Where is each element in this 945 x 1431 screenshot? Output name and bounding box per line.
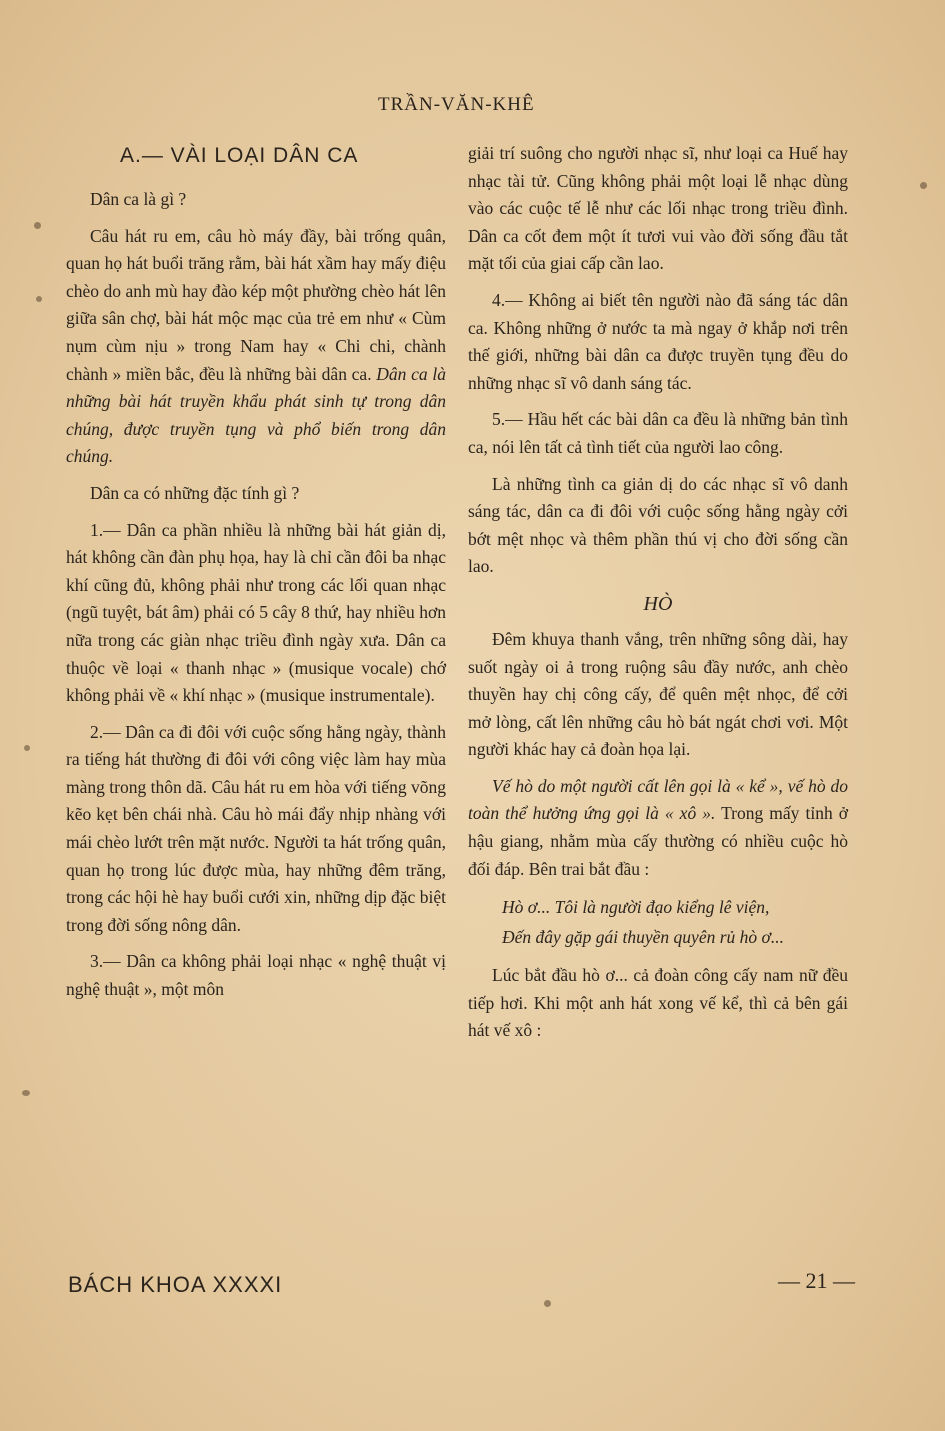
section-title: A.— VÀI LOẠI DÂN CA xyxy=(120,144,359,167)
subheading-ho: HÒ xyxy=(643,592,673,615)
running-head: TRẦN-VĂN-KHÊ xyxy=(378,94,535,115)
paper-speck xyxy=(920,182,927,189)
question-what-is-folk-song: Dân ca là gì ? xyxy=(90,189,187,209)
paper-speck xyxy=(36,296,42,302)
verse-block xyxy=(502,892,848,952)
verse-line-2: Đến đây gặp gái thuyền quyên rủ hò ơ... xyxy=(502,927,784,948)
characteristic-3-continued: giải trí suông cho người nhạc sĩ, như loại ca Huế hay nhạc tài tử. Cũng không phải một loại lễ nhạc dùng vào các cuộc tế lễ như các lối nhạc trong triều đình. Dân ca cốt đem một ít tươi vui vào đời sống đầu tắt mặt tối của giai cấp cần lao. xyxy=(468,143,848,274)
characteristic-3-start: 3.— Dân ca không phải loại nhạc « nghệ thuật vị nghệ thuật », một môn xyxy=(66,951,446,1000)
characteristic-1: 1.— Dân ca phần nhiều là những bài hát giản dị, hát không cần đàn phụ họa, hay là chỉ cần đôi ba nhạc khí cũng đủ, không phải như trong các lối quan nhạc (ngũ tuyệt, bát âm) phải có 5 cây 8 thứ, hay nhiều hơn nữa trong các giàn nhạc triều đình ngày xưa. Dân ca thuộc về loại « thanh nhạc » (musique vocale) chớ không phải về « khí nhạc » (musique instrumentale). xyxy=(66,519,446,706)
paper-speck xyxy=(24,745,30,751)
page-number: — 21 — xyxy=(778,1268,855,1293)
ho-paragraph-2-plain: Trong mấy tỉnh ở hậu giang, nhằm mùa cấy thường có nhiều cuộc hò đối đáp. Bên trai bắt đầu : xyxy=(468,803,848,879)
ho-paragraph-1: Đêm khuya thanh vắng, trên những sông dài, hay suốt ngày oi ả trong ruộng sâu đầy nước, anh chèo thuyền hay chị công cấy, để quên mệt nhọc, để cởi mở lòng, cất lên những câu hò bát ngát chơi vơi. Một người khác hay cả đoàn họa lại. xyxy=(468,628,848,760)
paper-speck xyxy=(34,222,41,229)
question-characteristics: Dân ca có những đặc tính gì ? xyxy=(90,482,300,503)
definition-italic-text: Dân ca là những bài hát truyền khẩu phát sinh tự trong dân chúng, được truyền tụng và phổ biến trong dân chúng. xyxy=(66,363,446,467)
paragraph-definition xyxy=(66,223,446,471)
ho-paragraph-3: Lúc bắt đầu hò ơ... cả đoàn công cấy nam nữ đều tiếp hơi. Khi một anh hát xong vế kể, thì cả bên gái hát vế xô : xyxy=(468,965,848,1041)
characteristic-5: 5.— Hầu hết các bài dân ca đều là những bản tình ca, nói lên tất cả tình tiết của người lao công. xyxy=(468,409,848,457)
summary-paragraph: Là những tình ca giản dị do các nhạc sĩ vô danh sáng tác, dân ca đi đôi với cuộc sống hằng ngày cởi bớt mệt nhọc và thêm phần thú vị cho đời sống cần lao. xyxy=(468,473,848,577)
right-column xyxy=(468,140,848,1054)
magazine-footer-title: BÁCH KHOA XXXXI xyxy=(68,1272,283,1297)
verse-line-1: Hò ơ... Tôi là người đạo kiểng lê viện, xyxy=(502,897,770,918)
left-column xyxy=(66,140,446,1013)
characteristic-4: 4.— Không ai biết tên người nào đã sáng tác dân ca. Không những ở nước ta mà ngay ở khắp nơi trên thế giới, những bài dân ca được truyền tụng đều do những nhạc sĩ vô danh sáng tác. xyxy=(468,289,848,393)
definition-plain-text: Câu hát ru em, câu hò máy đầy, bài trống quân, quan họ hát buổi trăng rằm, bài hát xầm hay mấy điệu chèo do anh mù hay đào kép một phường chèo hát lên giữa sân chợ, bài hát mộc mạc của trẻ em như « Cùm nụm cùm nịu » trong Nam hay « Chi chi, chành chành » miền bắc, đều là những bài dân ca. xyxy=(66,225,446,384)
paper-speck xyxy=(544,1300,551,1307)
ho-paragraph-2 xyxy=(468,773,848,883)
paper-speck xyxy=(22,1090,30,1096)
characteristic-2: 2.— Dân ca đi đôi với cuộc sống hằng ngày, thành ra tiếng hát thường đi đôi với công việc làm hay mùa màng trong thôn dã. Câu hát ru em hòa với tiếng võng kẽo kẹt bên chái nhà. Câu hò mái đẩy nhịp nhàng với mái chèo lướt trên mặt nước. Người ta hát trống quân, quan họ trong lúc được mùa, hay những đêm trăng, trong các hội hè hay buổi cưới xin, những dịp đặc biệt trong đời sống nông dân. xyxy=(66,721,446,935)
ho-definition-italic: Vế hò do một người cất lên gọi là « kể », vế hò do toàn thể hưởng ứng gọi là « xô ». xyxy=(468,775,848,824)
